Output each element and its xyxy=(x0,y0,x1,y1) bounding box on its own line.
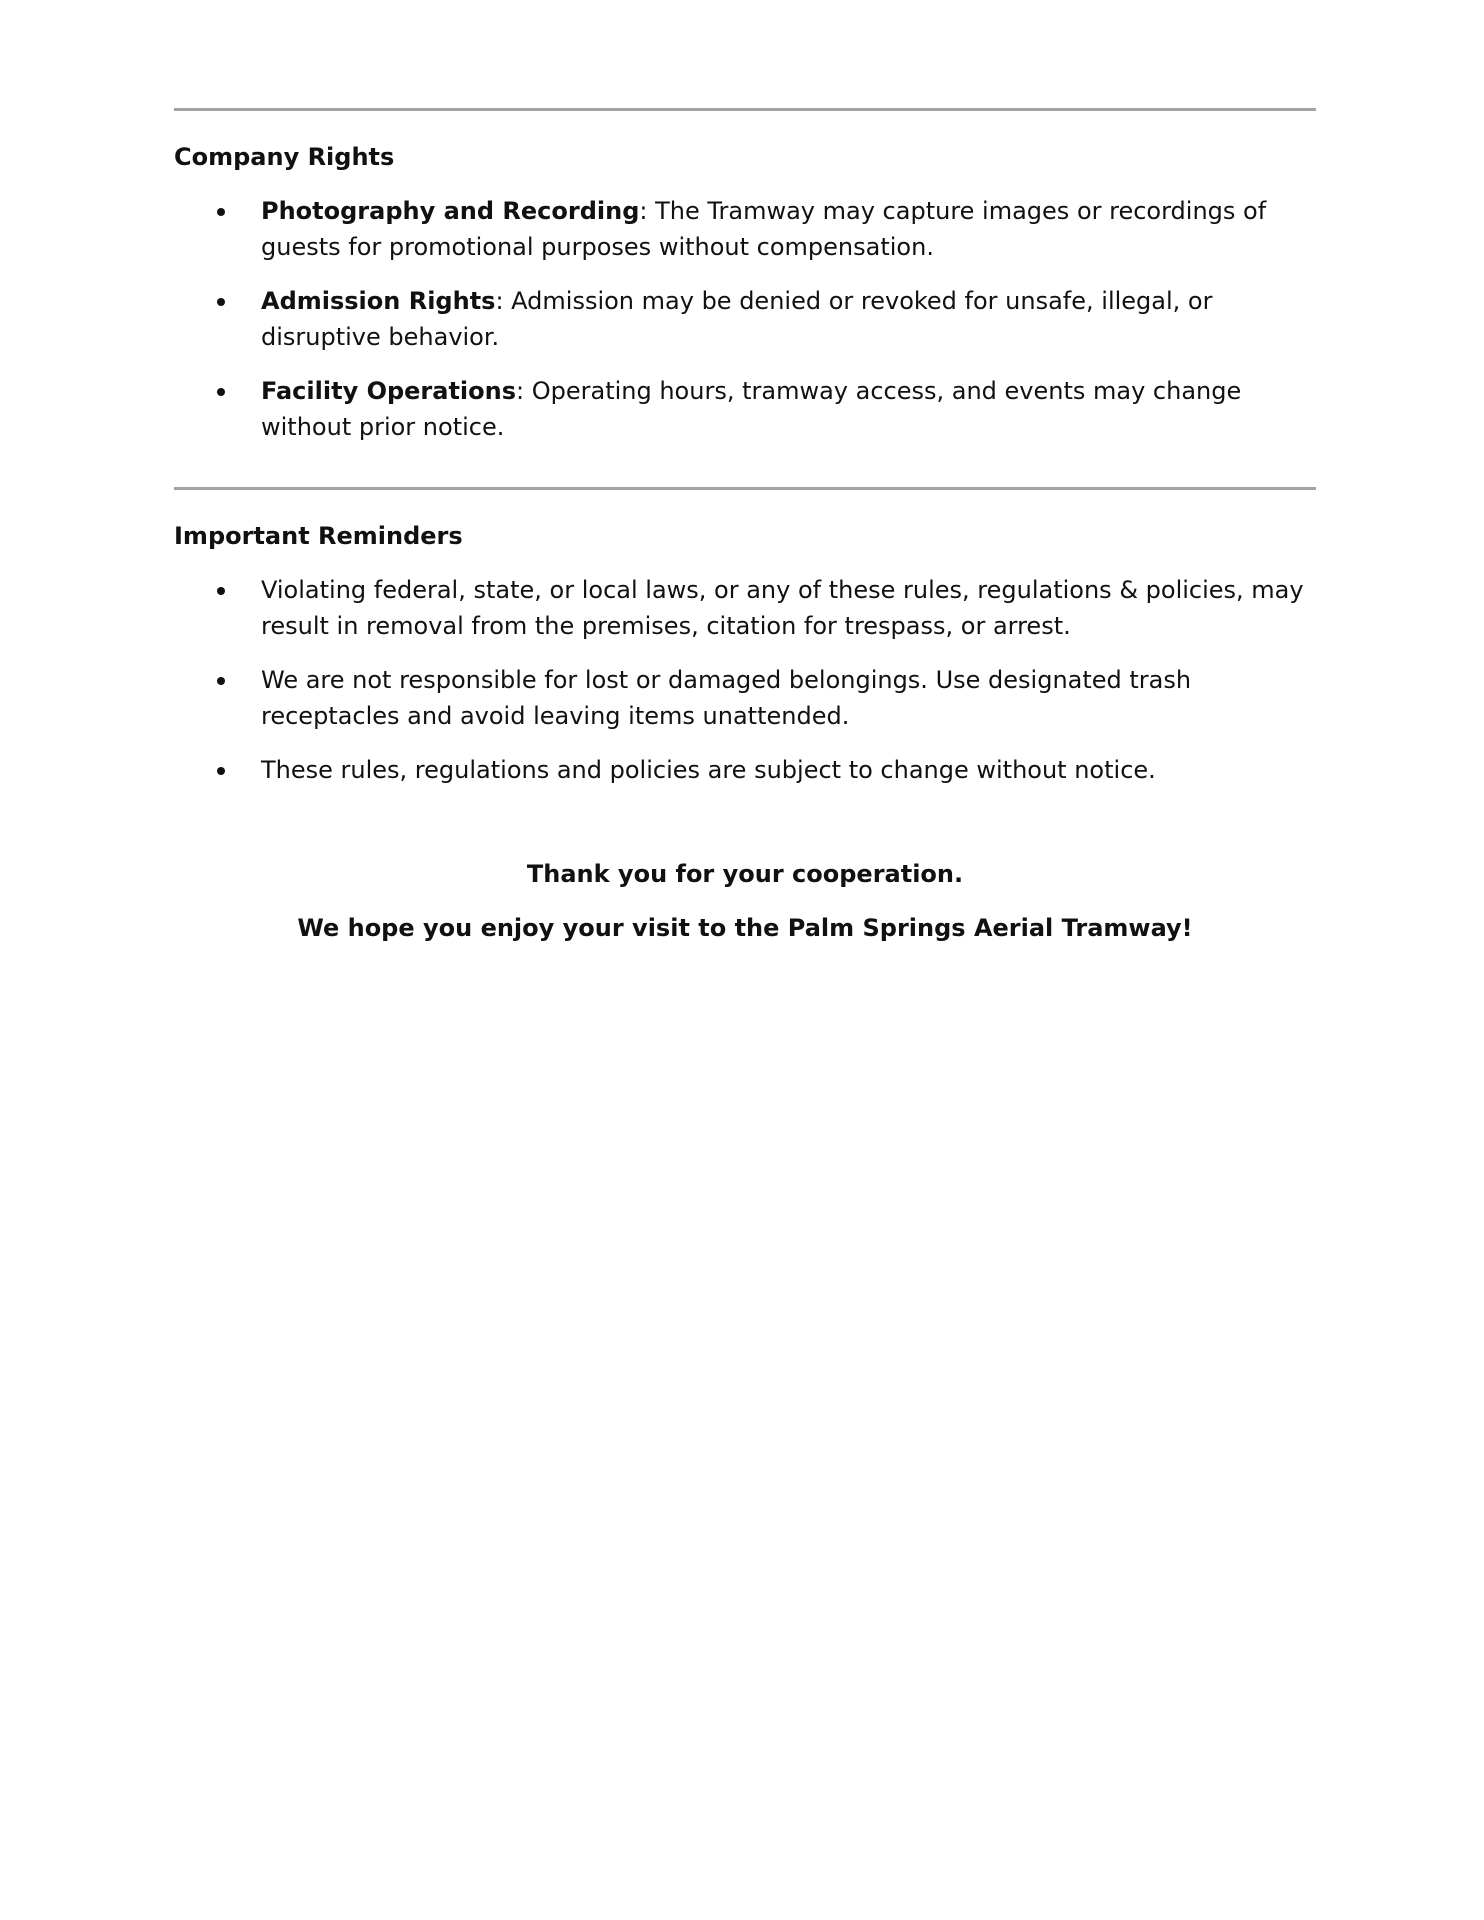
document-page xyxy=(174,108,1316,788)
item-text: Violating federal, state, or local laws, or any of these rules, regulations & policies, may result in removal from the premises, citation for trespass, or arrest. xyxy=(261,576,1304,640)
item-term: Photography and Recording xyxy=(261,197,640,225)
divider xyxy=(174,108,1316,111)
reminders-list xyxy=(174,572,1316,788)
bullet-icon xyxy=(217,208,225,216)
company-rights-heading: Company Rights xyxy=(174,143,395,171)
important-reminders-heading: Important Reminders xyxy=(174,522,463,550)
bullet-icon xyxy=(217,587,225,595)
item-term: Admission Rights xyxy=(261,287,496,315)
item-text: : The Tramway may capture images or recordings of guests for promotional purposes without compensation. xyxy=(261,197,1267,261)
divider xyxy=(174,487,1316,490)
list-item xyxy=(174,752,1316,788)
item-term: Facility Operations xyxy=(261,377,517,405)
item-text: We are not responsible for lost or damaged belongings. Use designated trash receptacles and avoid leaving items unattended. xyxy=(261,666,1192,730)
company-rights-list xyxy=(174,193,1316,445)
bullet-icon xyxy=(217,388,225,396)
item-text: These rules, regulations and policies are subject to change without notice. xyxy=(261,756,1156,784)
list-item xyxy=(174,283,1316,355)
list-item xyxy=(174,572,1316,644)
bullet-icon xyxy=(217,767,225,775)
bullet-icon xyxy=(217,677,225,685)
item-text: : Admission may be denied or revoked for unsafe, illegal, or disruptive behavior. xyxy=(261,287,1213,351)
list-item xyxy=(174,662,1316,734)
list-item xyxy=(174,373,1316,445)
thank-you-message: Thank you for your cooperation. xyxy=(526,860,964,888)
list-item xyxy=(174,193,1316,265)
enjoy-visit-message: We hope you enjoy your visit to the Palm Springs Aerial Tramway! xyxy=(297,914,1193,942)
item-text: : Operating hours, tramway access, and events may change without prior notice. xyxy=(261,377,1242,441)
bullet-icon xyxy=(217,298,225,306)
